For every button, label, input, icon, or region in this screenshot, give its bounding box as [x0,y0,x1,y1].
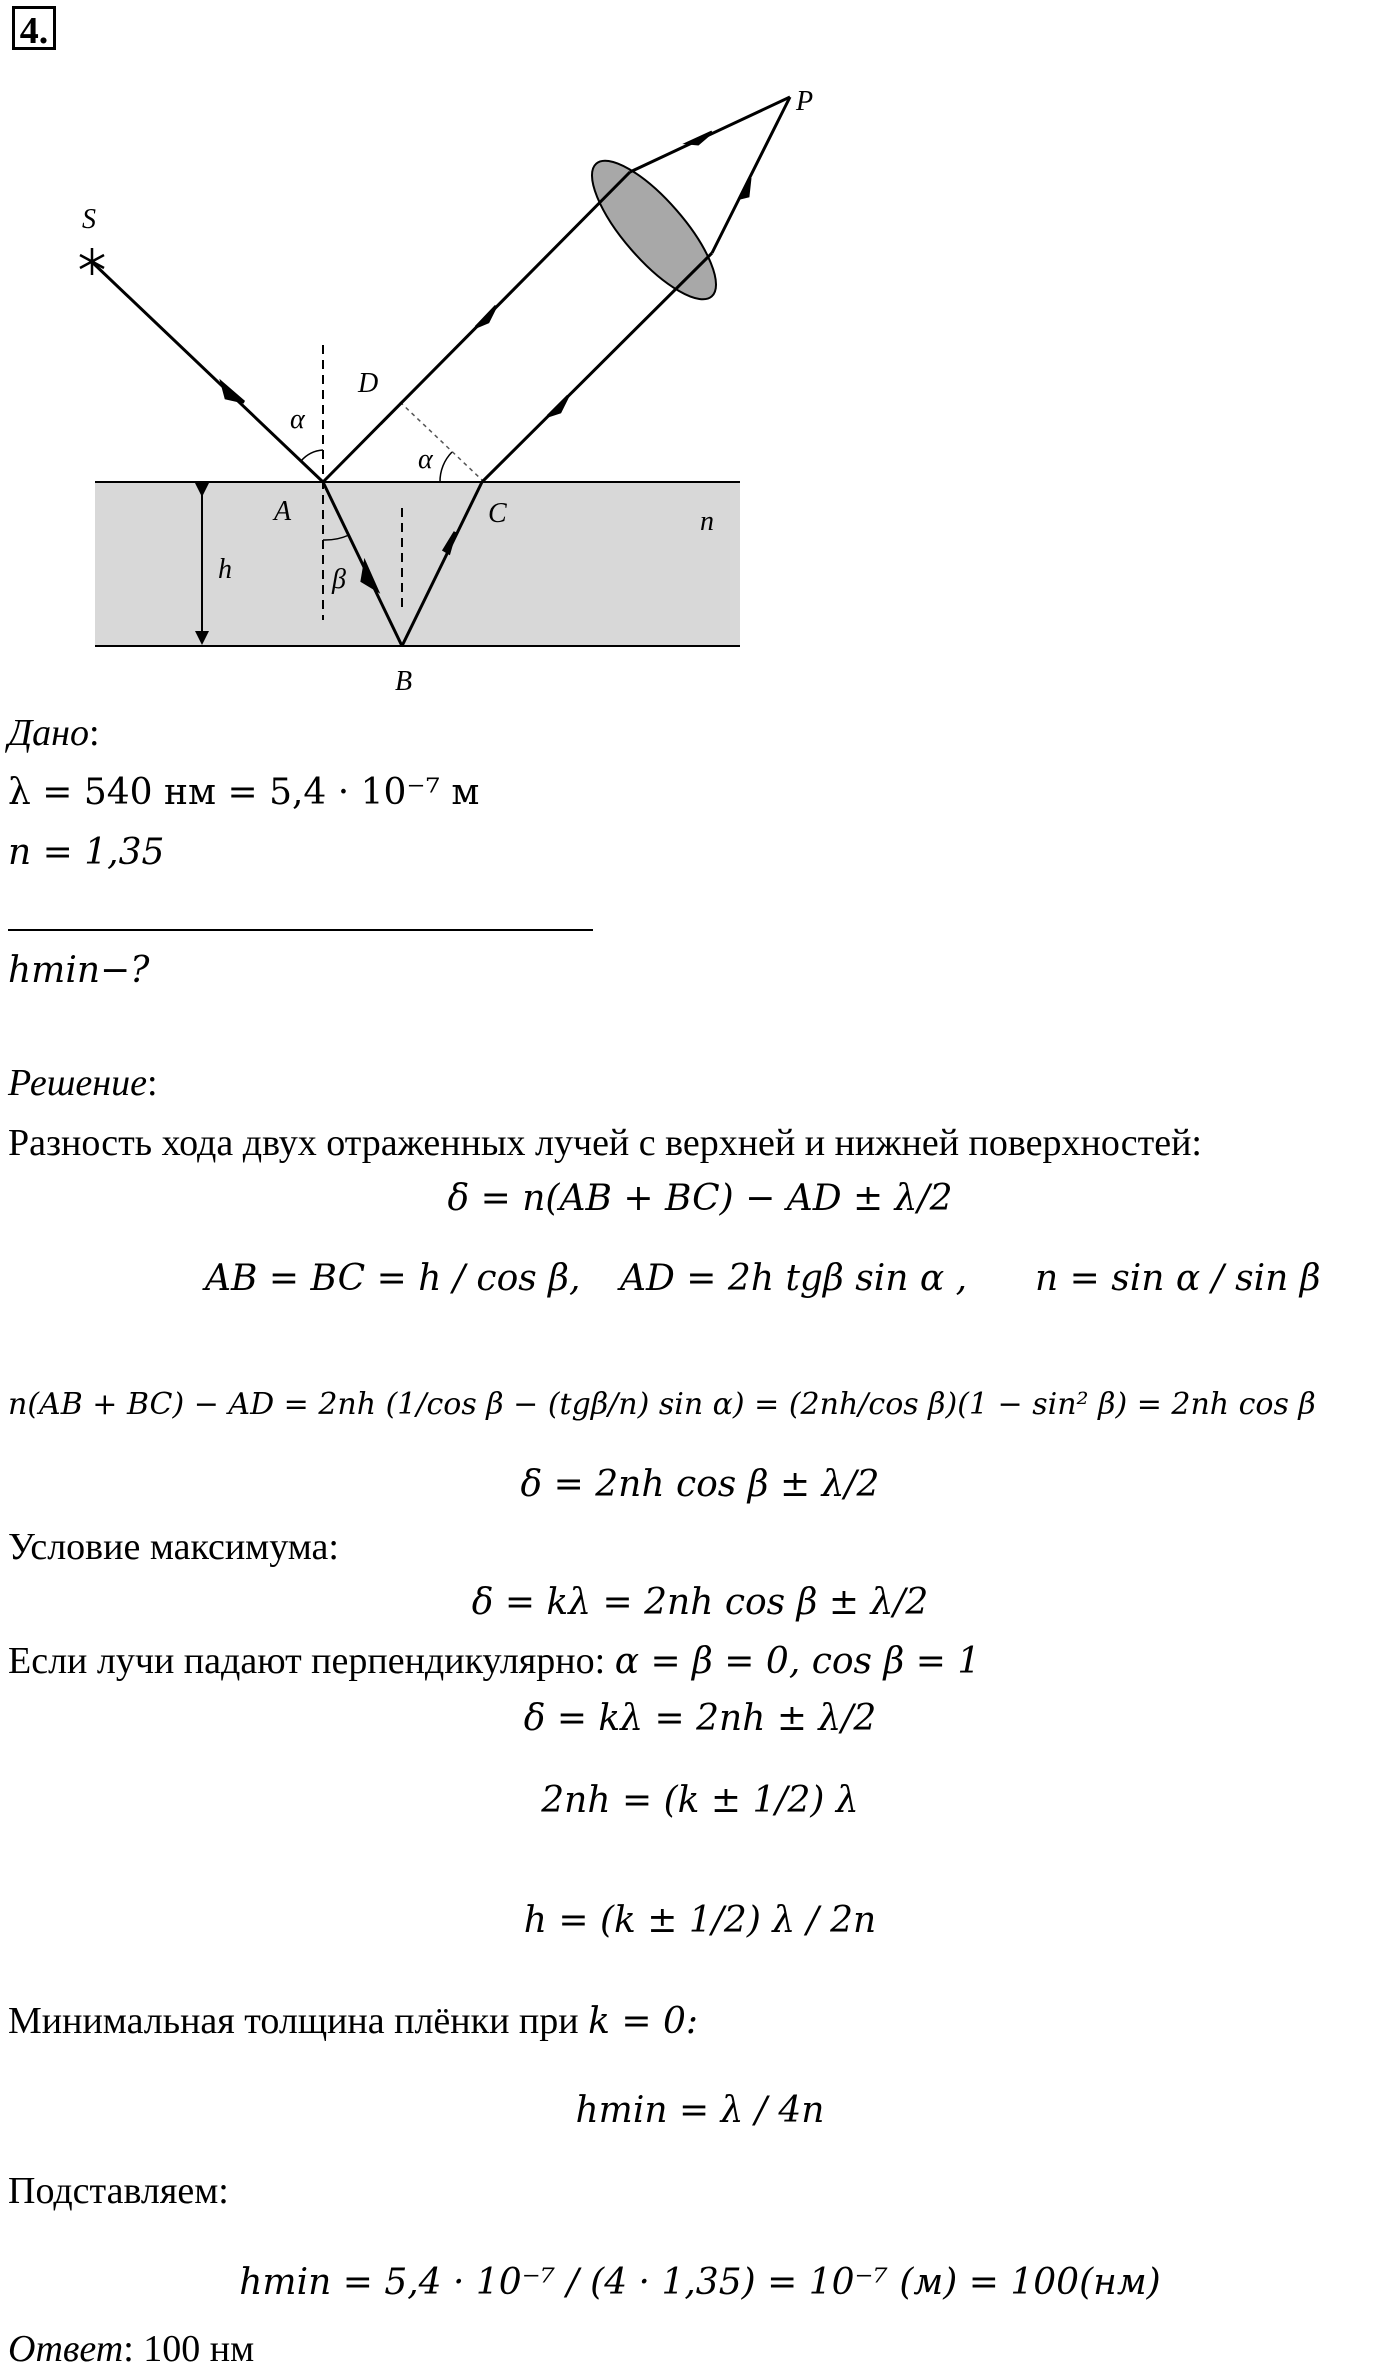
thin-film-interference-diagram [0,60,814,700]
label-n: n [700,506,714,537]
given-heading: Дано: [8,712,100,754]
incident-ray [92,262,323,482]
max-condition-label: Условие максимума: [8,1526,339,1568]
eq-path-difference: δ = n(AB + BC) − AD ± λ/2 [447,1178,953,1219]
eq-delta: δ = 2nh cos β ± λ/2 [520,1464,880,1505]
label-a: A [274,496,292,527]
a-ray-arrow2 [688,132,712,144]
eq-h: h = (k ± 1/2) λ / 2n [523,1900,877,1941]
given-lambda: λ = 540 нм = 5,4 · 10⁻⁷ м [8,772,480,813]
label-h: h [218,554,232,585]
a-ray-arrow1 [476,306,496,327]
eq-ad: AD = 2h tgβ sin α , [620,1258,968,1299]
wavefront-dc [400,402,482,480]
label-s: S [82,204,96,235]
given-divider [8,929,593,931]
label-alpha2: α [418,444,433,475]
eq-ab-bc: AB = BC = h / cos β, [205,1258,581,1299]
eq-max: δ = kλ = 2nh cos β ± λ/2 [471,1582,929,1623]
given-n: n = 1,35 [8,832,165,873]
perpendicular-line: Если лучи падают перпендикулярно: α = β = 0, cos β = 1 [8,1640,981,1682]
label-beta: β [332,564,346,595]
eq-snell: n = sin α / sin β [1035,1258,1321,1299]
eq-normal-incidence: δ = kλ = 2nh ± λ/2 [523,1698,877,1739]
eq-2nh: 2nh = (k ± 1/2) λ [541,1780,859,1821]
lens [574,144,735,316]
c-ray-arrow2 [740,178,750,198]
c-ray-arrow1 [548,396,568,416]
substitute-label: Подставляем: [8,2170,229,2212]
find-hmin: hmin−? [8,950,150,991]
solution-heading: Решение: [8,1062,158,1104]
label-d: D [358,368,379,399]
film-layer [95,482,740,646]
label-p: P [796,86,814,117]
alpha-arc [301,450,323,461]
eq-hmin-value: hmin = 5,4 · 10⁻⁷ / (4 · 1,35) = 10⁻⁷ (м) = 100(нм) [239,2262,1161,2303]
answer-line: Ответ: 100 нм [8,2328,255,2370]
incident-arrow [222,383,244,402]
label-c: C [488,498,507,529]
problem-number: 4. [12,6,56,50]
alpha2-arc [440,452,452,482]
label-alpha: α [290,404,305,435]
label-b: B [395,666,413,697]
solution-intro: Разность хода двух отраженных лучей с верхней и нижней поверхностей: [8,1122,1202,1164]
eq-hmin: hmin = λ / 4n [575,2090,825,2131]
min-thickness-line: Минимальная толщина плёнки при k = 0: [8,2000,698,2042]
eq-expansion: n(AB + BC) − AD = 2nh (1/cos β − (tgβ/n) sin α) = (2nh/cos β)(1 − sin² β) = 2nh cos β [8,1387,1316,1422]
